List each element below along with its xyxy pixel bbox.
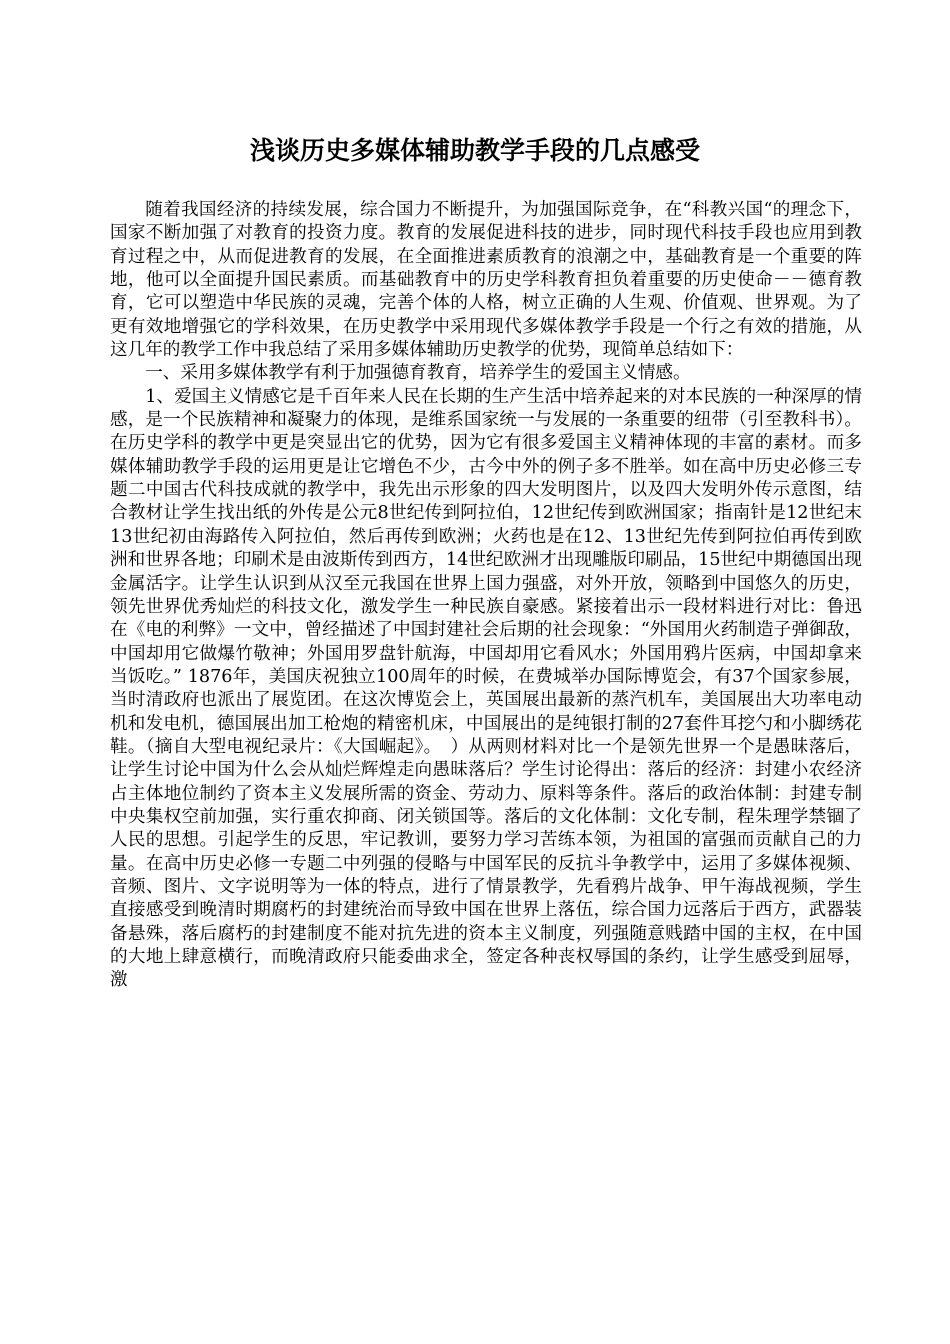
paragraph-section-heading: 一、采用多媒体教学有利于加强德育教育，培养学生的爱国主义情感。	[145, 363, 691, 384]
paragraph-intro: 随着我国经济的持续发展，综合国力不断提升，为加强国际竞争，在“科教兴国“的理念下，国家不断加强了对教育的投资力度。教育的发展促进科技的进步，同时现代科技手段也应用到教育过程之中，从而促进教育的发展，在全面推进素质教育的浪潮之中，基础教育是一个重要的阵地，他可以全面提升国民素质。而基础教育中的历史学科教育担负着重要的历史使命－－德育教育，它可以塑造中华民族的灵魂，完善个体的人格，树立正确的人生观、价值观、世界观。为了更有效地增强它的学科效果，在历史教学中采用现代多媒体教学手段是一个行之有效的措施，从这几年的教学工作中我总结了采用多媒体辅助历史教学的优势，现简单总结如下：	[110, 200, 862, 361]
document-body	[110, 199, 862, 993]
paragraph-point-1: 1、爱国主义情感它是千百年来人民在长期的生产生活中培养起来的对本民族的一种深厚的情感，是一个民族精神和凝聚力的体现，是维系国家统一与发展的一条重要的纽带（引至教科书）。在历史学科的教学中更是突显出它的优势，因为它有很多爱国主义精神体现的丰富的素材。而多媒体辅助教学手段的运用更是让它增色不少，古今中外的例子多不胜举。如在高中历史必修三专题二中国古代科技成就的教学中，我先出示形象的四大发明图片，以及四大发明外传示意图，结合教材让学生找出纸的外传是公元8世纪传到阿拉伯，12世纪传到欧洲国家；指南针是12世纪末13世纪初由海路传入阿拉伯，然后再传到欧洲；火药也是在12、13世纪先传到阿拉伯再传到欧洲和世界各地；印刷术是由波斯传到西方，14世纪欧洲才出现雕版印刷品，15世纪中期德国出现金属活字。让学生认识到从汉至元我国在世界上国力强盛，对外开放，领略到中国悠久的历史，领先世界优秀灿烂的科技文化，激发学生一种民族自豪感。紧接着出示一段材料进行对比：鲁迅在《电的利弊》一文中，曾经描述了中国封建社会后期的社会现象：“外国用火药制造子弹御敌，中国却用它做爆竹敬神；外国用罗盘针航海，中国却用它看风水；外国用鸦片医病，中国却拿来当饭吃。” 1876年，美国庆祝独立100周年的时候，在费城举办国际博览会，有37个国家参展，当时清政府也派出了展览团。在这次博览会上，英国展出最新的蒸汽机车，美国展出大功率电动机和发电机，德国展出加工枪炮的精密机床，中国展出的是纯银打制的27套件耳挖勺和小脚绣花鞋。（摘自大型电视纪录片：《大国崛起》。 ）从两则材料对比一个是领先世界一个是愚昧落后，让学生讨论中国为什么会从灿烂辉煌走向愚昧落后？学生讨论得出：落后的经济：封建小农经济占主体地位制约了资本主义发展所需的资金、劳动力、原料等条件。落后的政治体制：封建专制中央集权空前加强，实行重农抑商、闭关锁国等。落后的文化体制：文化专制，程朱理学禁锢了人民的思想。引起学生的反思，牢记教训，要努力学习苦练本领，为祖国的富强而贡献自己的力量。在高中历史必修一专题二中列强的侵略与中国军民的反抗斗争教学中，运用了多媒体视频、音频、图片、文字说明等为一体的特点，进行了情景教学，先看鸦片战争、甲午海战视频，学生直接感受到晚清时期腐朽的封建统治而导致中国在世界上落伍，综合国力远落后于西方，武器装备悬殊，落后腐朽的封建制度不能对抗先进的资本主义制度，列强随意贱踏中国的主权，在中国的大地上肆意横行，而晚清政府只能委曲求全，签定各种丧权辱国的条约，让学生感受到屈辱，激	[110, 386, 862, 991]
document-title: 浅谈历史多媒体辅助教学手段的几点感受	[249, 136, 700, 165]
